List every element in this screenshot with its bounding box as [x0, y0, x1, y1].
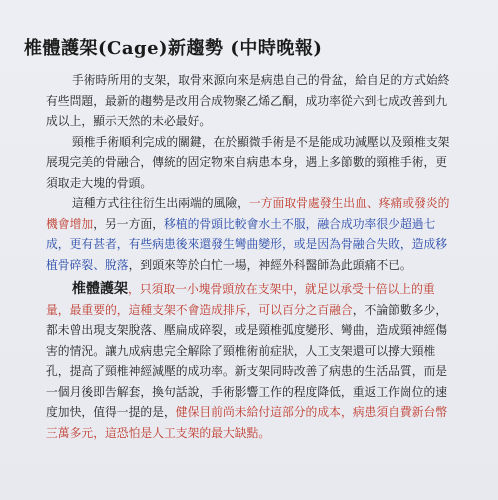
paragraph-1: 手術時所用的支架，取骨來源向來是病患自己的骨盆，給自足的方式始終有些問題，最新的趨勢是改用合成物聚乙烯乙酮，成功率從六到七成改善到九成以上，顯示天然的未必最好。: [46, 73, 450, 128]
p4-highlight-cost: 健保目前尚未給付這部分的成本，病患須自費新台幣三萬多元，這恐怕是人工支架的最大缺點。: [46, 405, 448, 440]
article-body: [46, 70, 456, 443]
p3-text-c: ，另一方面，: [93, 216, 164, 231]
p4-text-b: ，不論節數多少，都未曾出現支架脫落、壓扁成碎裂，或是頸椎弧度變形、彎曲，造成頸神經傷害的情況。讓九成病患完全解除了頸椎術前症狀，人工支架還可以撐大頸椎孔，提高了頸椎神經減壓的成功率。新支架同時改善了病患的生活品質，而是一個月後即告解套，換句話說，手術影響工作的程度降低，重返工作崗位的速度加快，值得一提的是，: [46, 302, 448, 419]
paragraph-3: [46, 193, 456, 275]
p3-text-a: 這種方式往往衍生出兩端的風險，: [71, 196, 249, 210]
p4-lead-term: 椎體護架: [71, 281, 128, 297]
paragraph-2: 頸椎手術順利完成的關鍵，在於顯微手術是不是能成功減壓以及頸椎支架展現完美的骨融合，傳統的固定物來自病患本身，遇上多節數的頸椎手術，更須取走大塊的骨頭。: [46, 134, 450, 190]
p3-text-e: ，到頭來等於白忙一場，神經外科醫師為此頭痛不已。: [128, 257, 412, 272]
p3-highlight-failure: 移植的骨頭比較會水土不服，融合成功率很少超過七成，更有甚者，有些病患後來還發生彎曲變形，或是因為骨融合失敗，造成移植骨碎裂、脫落: [46, 216, 448, 272]
p4-highlight-benefit: ，只須取一小塊骨頭放在支架中，就足以承受十倍以上的重量，最重要的，這種支架不會造成排斥，可以百分之百融合: [46, 282, 435, 317]
p3-highlight-risk: 一方面取骨處發生出血、疼痛或發炎的機會增加: [46, 196, 450, 231]
document-title: 椎體護架(Cage)新趨勢 (中時晚報): [24, 38, 323, 59]
paragraph-4: [46, 279, 456, 443]
